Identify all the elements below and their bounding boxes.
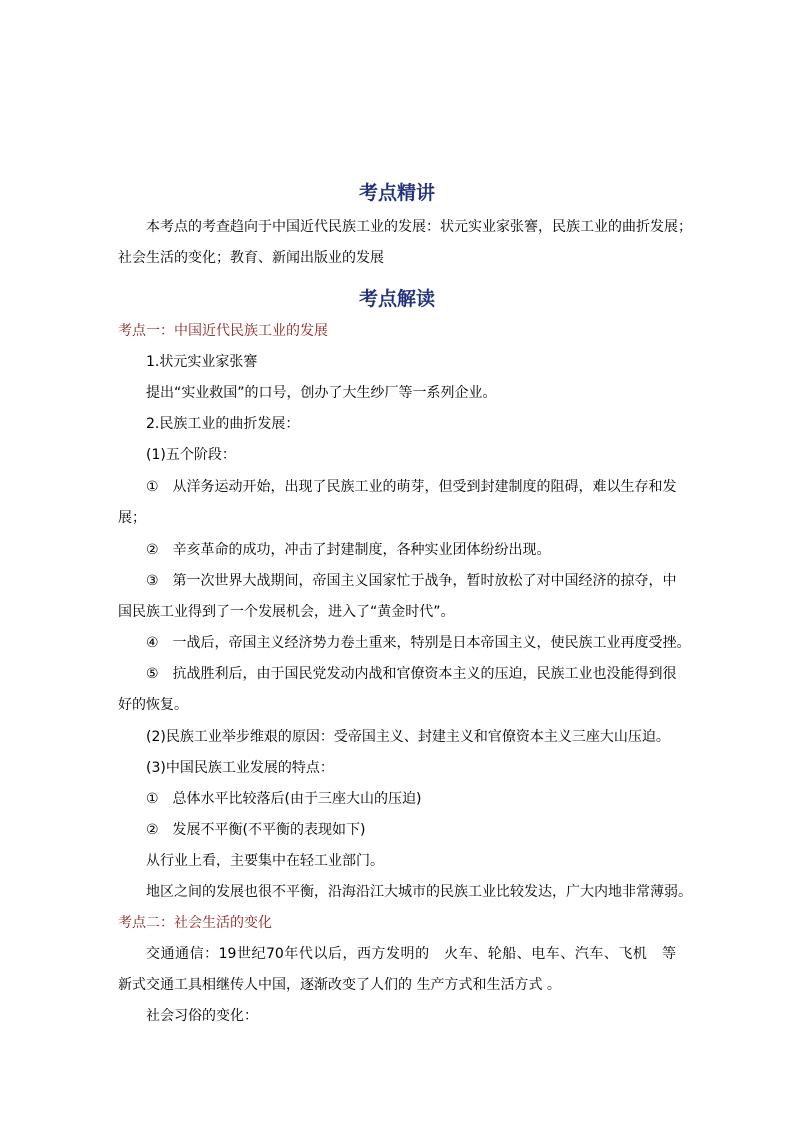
- traffic-line-b: 新式交通工具相继传人中国，逐渐改变了人们的 生产方式和生活方式 。: [118, 977, 561, 993]
- feature-2-b: 地区之间的发展也很不平衡，沿海沿江大城市的民族工业比较发达，广大内地非常薄弱。: [146, 884, 692, 900]
- stage-2: ② 辛亥革命的成功，冲击了封建制度，各种实业团体纷纷出现。: [146, 542, 551, 558]
- item-1-text: 提出“实业救国”的口号，创办了大生纱厂等一系列企业。: [146, 385, 497, 401]
- point-1-heading: 考点一：中国近代民族工业的发展: [118, 323, 328, 339]
- point-2-heading: 考点二：社会生活的变化: [118, 915, 272, 931]
- stages-title: (1)五个阶段：: [146, 447, 236, 463]
- reason: (2)民族工业举步维艰的原因：受帝国主义、封建主义和官僚资本主义三座大山压迫。: [146, 729, 670, 745]
- stage-1-line-a: ① 从洋务运动开始，出现了民族工业的萌芽，但受到封建制度的阻碍，难以生存和发: [146, 479, 677, 495]
- traffic-line-a: 交通通信：19世纪70年代以后，西方发明的 火车、轮船、电车、汽车、飞机 等: [146, 946, 676, 962]
- stage-5-line-a: ⑤ 抗战胜利后，由于国民党发动内战和官僚资本主义的压迫，民族工业也没能得到很: [146, 666, 677, 682]
- feature-2-a: 从行业上看，主要集中在轻工业部门。: [146, 853, 384, 869]
- title-kaodian-jiedu: 考点解读: [358, 288, 435, 310]
- stage-1-line-b: 展；: [118, 510, 146, 526]
- intro-line-2: 社会生活的变化；教育、新闻出版业的发展: [118, 250, 384, 266]
- title-kaodian-jingjiang: 考点精讲: [358, 182, 435, 204]
- feature-1: ① 总体水平比较落后(由于三座大山的压迫): [146, 791, 422, 807]
- stage-5-line-b: 好的恢复。: [118, 697, 188, 713]
- item-2-title: 2.民族工业的曲折发展：: [146, 416, 300, 432]
- stage-4: ④ 一战后，帝国主义经济势力卷土重来，特别是日本帝国主义，使民族工业再度受挫。: [146, 635, 691, 651]
- intro-line-1: 本考点的考查趋向于中国近代民族工业的发展：状元实业家张謇，民族工业的曲折发展；: [146, 219, 692, 235]
- stage-3-line-b: 国民族工业得到了一个发展机会，进入了“黄金时代”。: [118, 604, 455, 620]
- customs-title: 社会习俗的变化：: [146, 1008, 258, 1024]
- feature-2: ② 发展不平衡(不平衡的表现如下): [146, 822, 366, 838]
- item-1-title: 1.状元实业家张謇: [146, 354, 258, 370]
- stage-3-line-a: ③ 第一次世界大战期间，帝国主义国家忙于战争，暂时放松了对中国经济的掠夺，中: [146, 573, 677, 589]
- features-title: (3)中国民族工业发展的特点：: [146, 760, 334, 776]
